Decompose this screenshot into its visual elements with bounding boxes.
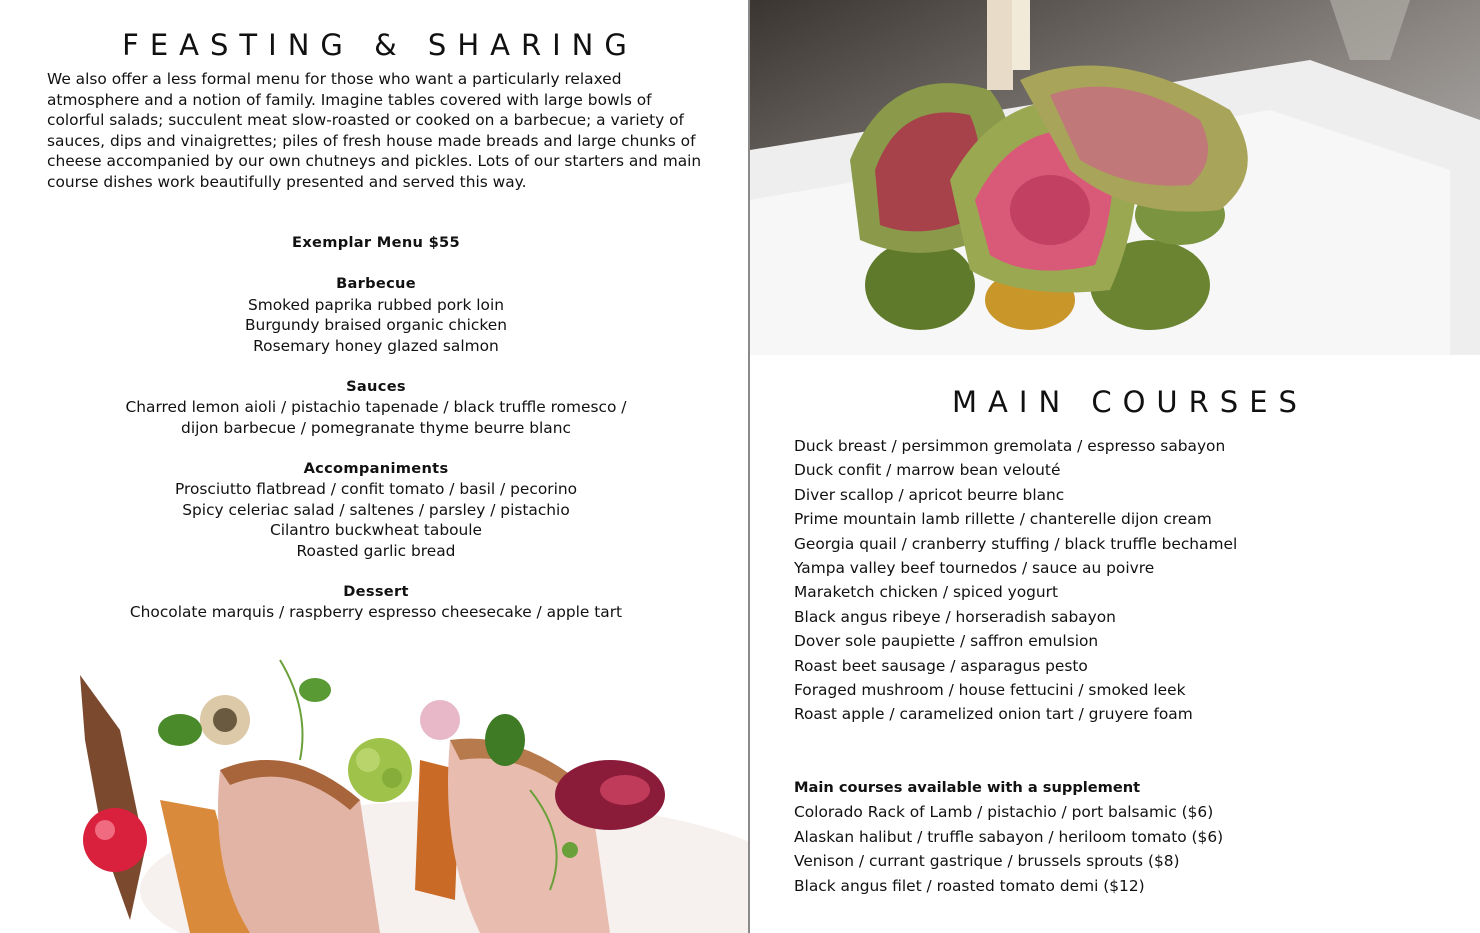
menu-line: Smoked paprika rubbed pork loin: [247, 295, 504, 314]
menu-line: Rosemary honey glazed salmon: [253, 336, 499, 355]
menu-line: Cilantro buckwheat taboule: [269, 521, 483, 539]
menu-line: dijon barbecue / pomegranate thyme beurre blanc: [181, 418, 571, 437]
lamb-dish-photo: [750, 0, 1480, 355]
menu-line: Spicy celeriac salad / saltenes / parsley / pistachio: [182, 500, 570, 519]
intro-paragraph: We also offer a less formal menu for those who want a particularly relaxed atmosphere and a notion of family. Imagine tables covered with large bowls of colorful salads; succulent meat slow-roasted or cooked on a barbecue; a variety of sauces, dips and vinaigrettes; piles of fresh house made breads and large chunks of cheese accompanied by our own chutneys and pickles. Lots of our starters and main course dishes work beautifully presented and served this way.: [47, 70, 702, 191]
menu-line: Chocolate marquis / raspberry espresso cheesecake / apple tart: [129, 603, 623, 621]
menu-section-barbecue: [0, 274, 752, 356]
main-course-item: Diver scallop / apricot beurre blanc: [794, 485, 1065, 504]
menu-line: Prosciutto flatbread / confit tomato / basil / pecorino: [174, 480, 578, 498]
supplement-item: Black angus filet / roasted tomato demi ($12): [794, 876, 1145, 895]
main-course-item: Roast apple / caramelized onion tart / gruyere foam: [794, 705, 1193, 724]
main-course-item: Duck breast / persimmon gremolata / espresso sabayon: [794, 437, 1226, 455]
pork-dish-photo: [50, 650, 748, 933]
section-heading: Barbecue: [336, 275, 416, 292]
menu-line: Burgundy braised organic chicken: [245, 316, 507, 334]
main-course-item: Yampa valley beef tournedos / sauce au poivre: [794, 558, 1155, 577]
supplement-heading: Main courses available with a supplement: [794, 779, 1141, 796]
main-course-item: Maraketch chicken / spiced yogurt: [794, 583, 1059, 602]
exemplar-heading: Exemplar Menu $55: [292, 234, 460, 251]
main-course-item: Prime mountain lamb rillette / chanterelle dijon cream: [794, 510, 1212, 529]
main-course-item: Duck confit / marrow bean velouté: [794, 461, 1061, 480]
menu-section-accompaniments: [0, 459, 752, 562]
supplement-item: Colorado Rack of Lamb / pistachio / port balsamic ($6): [794, 803, 1214, 822]
menu-line: Charred lemon aioli / pistachio tapenade / black truffle romesco /: [125, 398, 627, 416]
section-heading: Sauces: [346, 377, 406, 395]
main-courses-title: MAIN COURSES: [952, 385, 1308, 419]
section-heading: Dessert: [343, 582, 409, 600]
main-course-item: Roast beet sausage / asparagus pesto: [794, 656, 1088, 675]
section-heading: Accompaniments: [303, 459, 449, 477]
main-courses-list: [794, 434, 1434, 727]
supplement-list: [794, 776, 1434, 898]
supplement-item: Alaskan halibut / truffle sabayon / heriloom tomato ($6): [794, 827, 1224, 846]
main-course-item: Georgia quail / cranberry stuffing / black truffle bechamel: [794, 534, 1238, 553]
supplement-item: Venison / currant gastrique / brussels sprouts ($8): [794, 852, 1180, 871]
main-course-item: Foraged mushroom / house fettucini / smoked leek: [794, 680, 1186, 699]
feasting-title: FEASTING & SHARING: [122, 28, 638, 62]
menu-section-dessert: [0, 582, 752, 623]
exemplar-menu: [0, 233, 752, 643]
main-course-item: Dover sole paupiette / saffron emulsion: [794, 632, 1099, 651]
menu-section-sauces: [0, 377, 752, 439]
right-page: [750, 0, 1480, 933]
menu-line: Roasted garlic bread: [296, 541, 456, 560]
main-course-item: Black angus ribeye / horseradish sabayon: [794, 607, 1116, 626]
